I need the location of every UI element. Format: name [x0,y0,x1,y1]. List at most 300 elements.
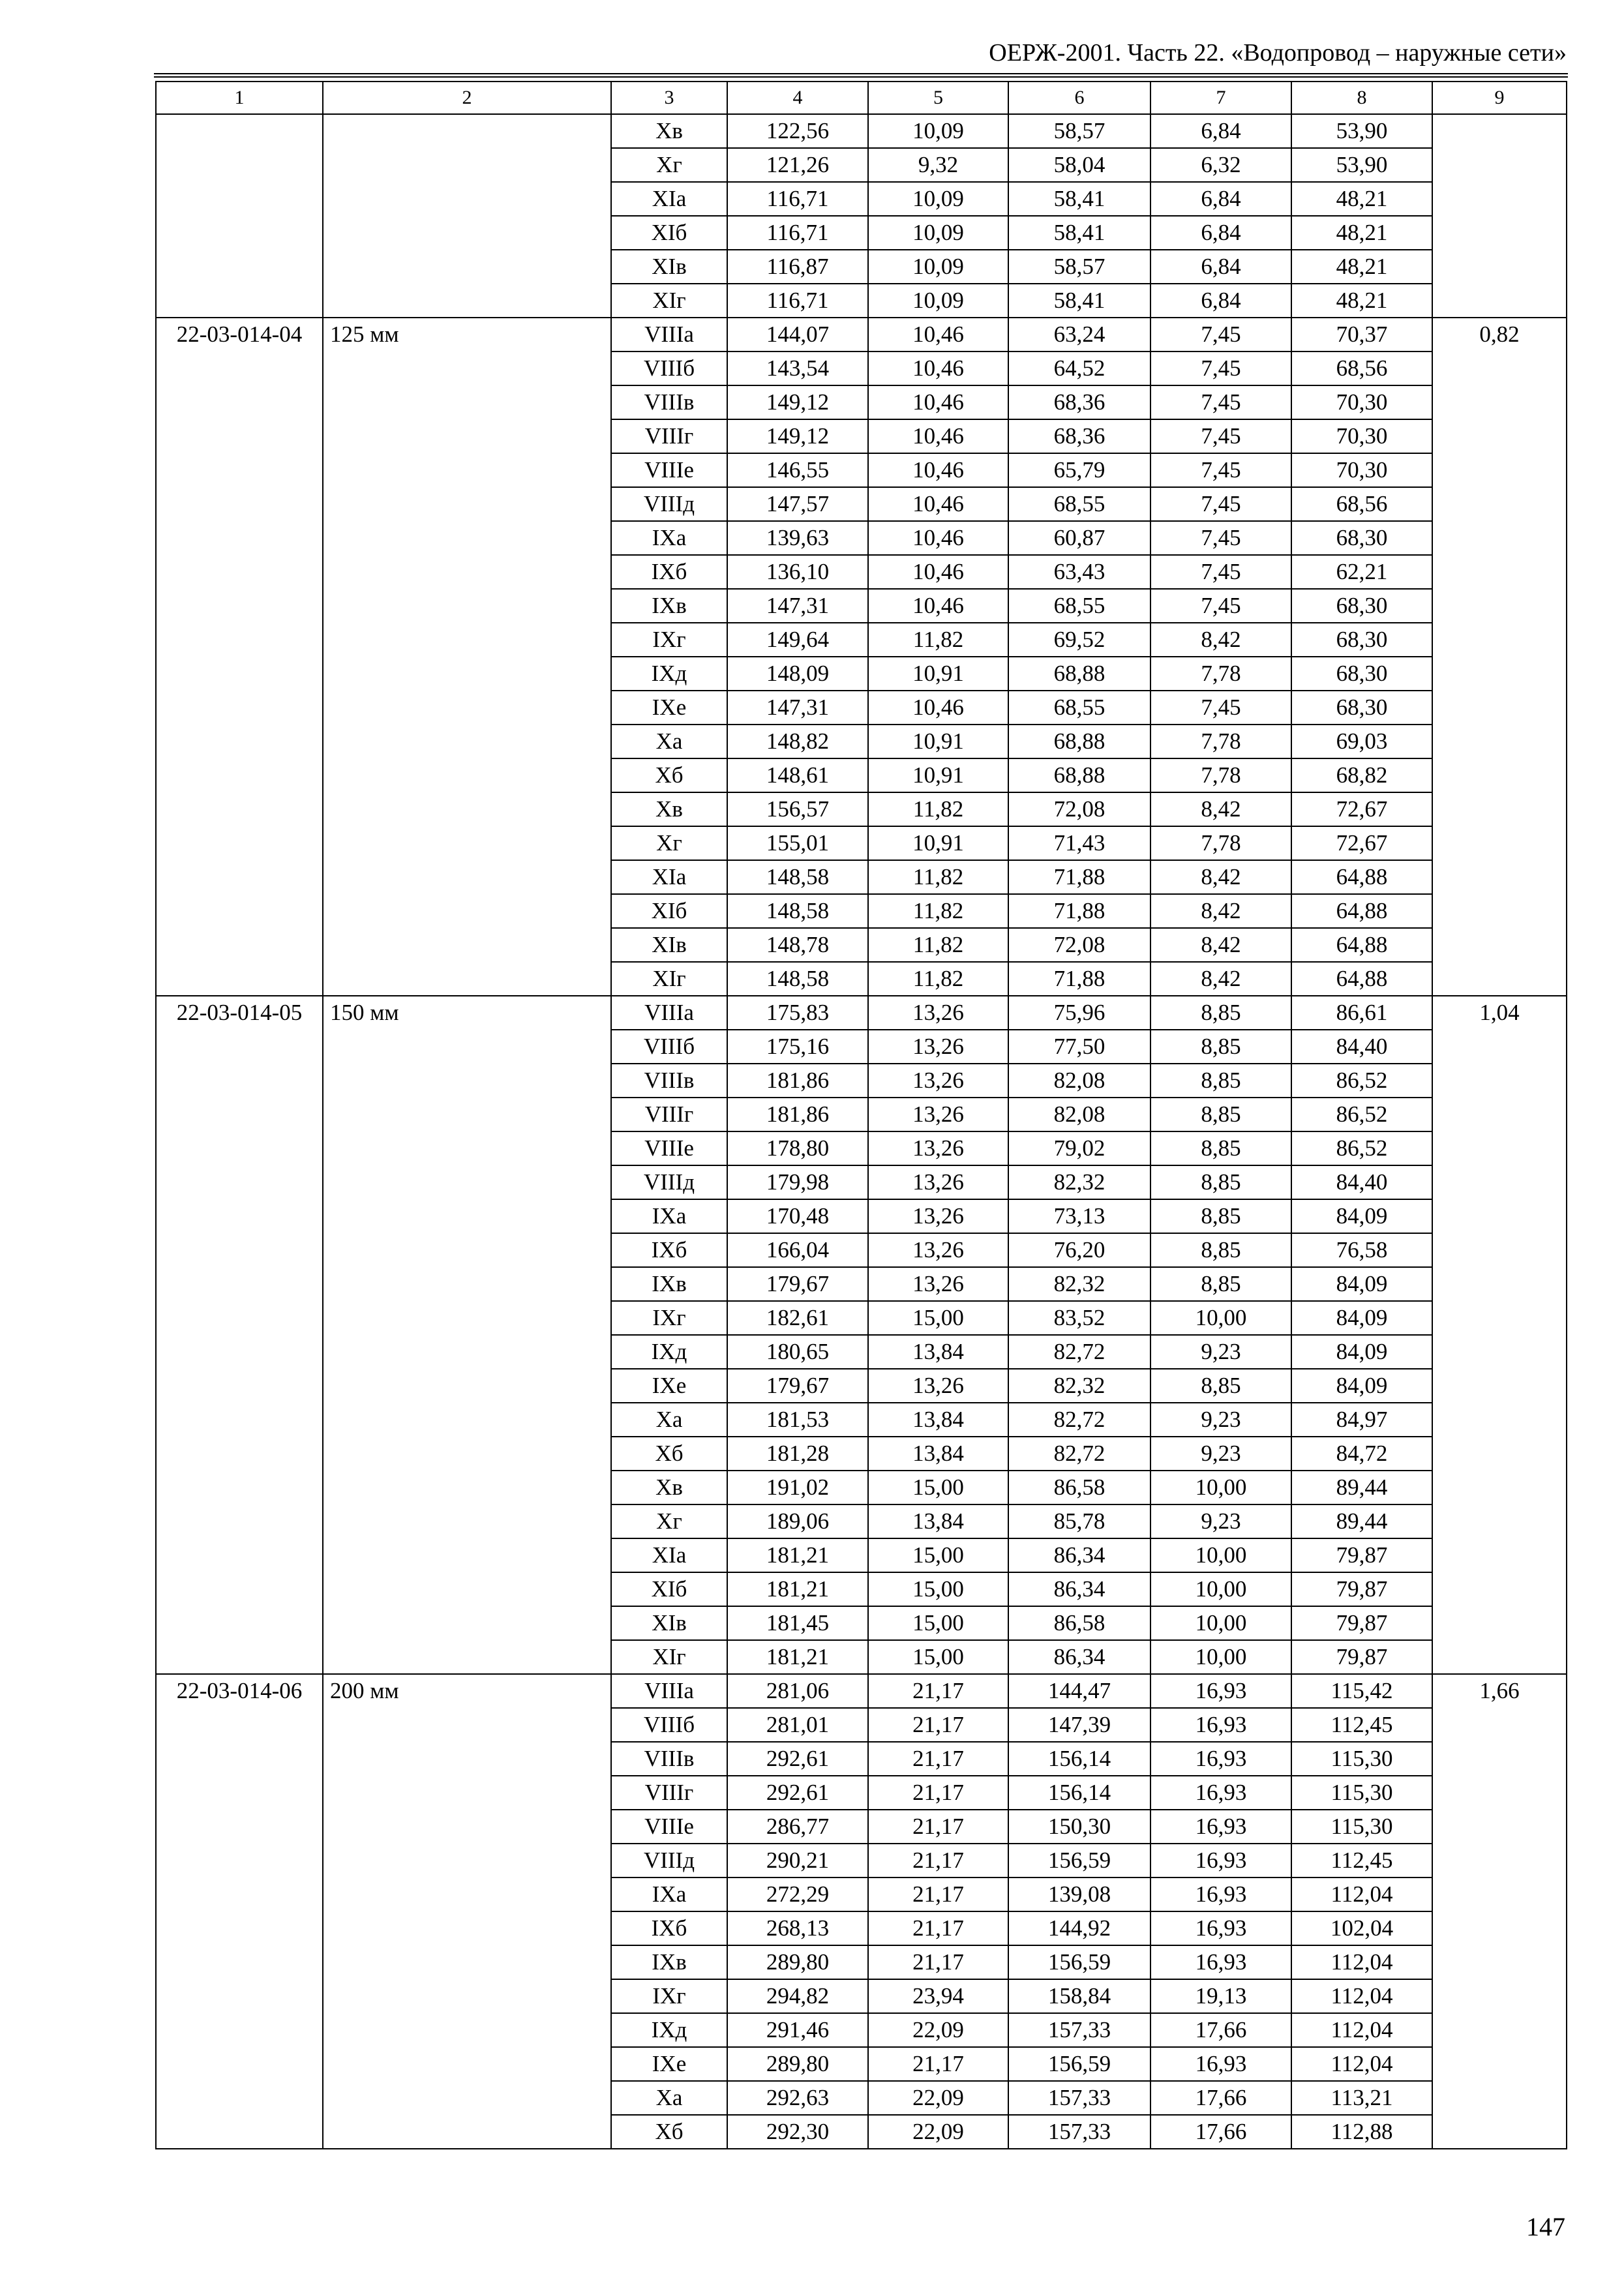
zone-cell: Хг [611,148,727,182]
materials-cell: 84,09 [1291,1335,1432,1369]
zone-cell: VIIIд [611,1844,727,1878]
machines-cell: 68,88 [1008,758,1150,792]
wages-cell: 10,09 [868,250,1008,284]
materials-cell: 68,56 [1291,352,1432,385]
wages-cell: 15,00 [868,1538,1008,1572]
zone-cell: IХд [611,2013,727,2047]
machines-cell: 86,34 [1008,1640,1150,1674]
machinist-wages-cell: 6,84 [1150,284,1291,318]
total-cost-cell: 179,67 [727,1267,868,1301]
materials-cell: 84,40 [1291,1030,1432,1064]
machines-cell: 68,88 [1008,657,1150,691]
zone-cell: VIIIг [611,1776,727,1810]
materials-cell: 86,52 [1291,1064,1432,1098]
machinist-wages-cell: 8,42 [1150,894,1291,928]
pipe-diameter: 125 мм [323,318,611,996]
machinist-wages-cell: 7,78 [1150,725,1291,758]
machinist-wages-cell: 16,93 [1150,1742,1291,1776]
table-body [156,114,1567,2149]
zone-cell: VIIIв [611,385,727,419]
zone-cell: IХе [611,691,727,725]
total-cost-cell: 139,63 [727,521,868,555]
total-cost-cell: 148,58 [727,962,868,996]
machines-cell: 58,41 [1008,216,1150,250]
machinist-wages-cell: 16,93 [1150,1878,1291,1911]
zone-cell: Хв [611,792,727,826]
wages-cell: 13,26 [868,1199,1008,1233]
materials-cell: 112,04 [1291,1979,1432,2013]
zone-cell: IХе [611,1369,727,1403]
materials-cell: 102,04 [1291,1911,1432,1945]
total-cost-cell: 181,45 [727,1606,868,1640]
machinist-wages-cell: 16,93 [1150,1776,1291,1810]
machines-cell: 58,41 [1008,284,1150,318]
wages-cell: 21,17 [868,2047,1008,2081]
materials-cell: 84,09 [1291,1301,1432,1335]
zone-cell: Ха [611,2081,727,2115]
column-header: 9 [1432,82,1567,114]
machines-cell: 144,47 [1008,1674,1150,1708]
machinist-wages-cell: 10,00 [1150,1538,1291,1572]
machines-cell: 157,33 [1008,2081,1150,2115]
machines-cell: 68,55 [1008,589,1150,623]
materials-cell: 112,45 [1291,1844,1432,1878]
total-cost-cell: 116,71 [727,216,868,250]
machinist-wages-cell: 7,45 [1150,691,1291,725]
machines-cell: 86,34 [1008,1538,1150,1572]
machines-cell: 58,04 [1008,148,1150,182]
wages-cell: 10,46 [868,555,1008,589]
wages-cell: 11,82 [868,623,1008,657]
total-cost-cell: 147,31 [727,691,868,725]
machinist-wages-cell: 9,23 [1150,1437,1291,1471]
zone-cell: Хг [611,1504,727,1538]
zone-cell: Хб [611,758,727,792]
total-cost-cell: 179,67 [727,1369,868,1403]
materials-cell: 76,58 [1291,1233,1432,1267]
total-cost-cell: 122,56 [727,114,868,148]
wages-cell: 21,17 [868,1945,1008,1979]
materials-cell: 69,03 [1291,725,1432,758]
machinist-wages-cell: 8,42 [1150,792,1291,826]
machinist-wages-cell: 10,00 [1150,1301,1291,1335]
materials-cell: 79,87 [1291,1572,1432,1606]
machinist-wages-cell: 16,93 [1150,1810,1291,1844]
wages-cell: 10,46 [868,487,1008,521]
total-cost-cell: 148,61 [727,758,868,792]
zone-cell: VIIIд [611,487,727,521]
materials-cell: 48,21 [1291,284,1432,318]
materials-cell: 62,21 [1291,555,1432,589]
machinist-wages-cell: 8,42 [1150,623,1291,657]
rate-code: 22-03-014-06 [156,1674,323,2149]
machinist-wages-cell: 8,42 [1150,962,1291,996]
machines-cell: 71,43 [1008,826,1150,860]
zone-cell: ХIг [611,962,727,996]
total-cost-cell: 148,82 [727,725,868,758]
total-cost-cell: 121,26 [727,148,868,182]
wages-cell: 10,46 [868,453,1008,487]
machinist-wages-cell: 16,93 [1150,1674,1291,1708]
zone-cell: VIIIг [611,1098,727,1131]
zone-cell: IХа [611,1878,727,1911]
materials-cell: 48,21 [1291,182,1432,216]
zone-cell: IХв [611,1267,727,1301]
total-cost-cell: 191,02 [727,1471,868,1504]
machines-cell: 60,87 [1008,521,1150,555]
zone-cell: VIIIа [611,1674,727,1708]
machines-cell: 82,32 [1008,1369,1150,1403]
machines-cell: 58,41 [1008,182,1150,216]
wages-cell: 11,82 [868,928,1008,962]
machines-cell: 77,50 [1008,1030,1150,1064]
machinist-wages-cell: 7,45 [1150,453,1291,487]
total-cost-cell: 170,48 [727,1199,868,1233]
materials-cell: 112,04 [1291,1878,1432,1911]
materials-cell: 89,44 [1291,1471,1432,1504]
zone-cell: VIIIг [611,419,727,453]
materials-cell: 53,90 [1291,114,1432,148]
machinist-wages-cell: 7,45 [1150,589,1291,623]
materials-cell: 115,30 [1291,1776,1432,1810]
total-cost-cell: 148,09 [727,657,868,691]
zone-cell: IХд [611,657,727,691]
machinist-wages-cell: 6,84 [1150,250,1291,284]
zone-cell: VIIIе [611,1810,727,1844]
wages-cell: 10,46 [868,521,1008,555]
wages-cell: 21,17 [868,1878,1008,1911]
wages-cell: 13,26 [868,1165,1008,1199]
zone-cell: IХб [611,1233,727,1267]
zone-cell: Хв [611,1471,727,1504]
materials-cell: 84,97 [1291,1403,1432,1437]
zone-cell: VIIIб [611,1030,727,1064]
pipe-diameter [323,114,611,318]
total-cost-cell: 148,58 [727,860,868,894]
materials-cell: 115,42 [1291,1674,1432,1708]
wages-cell: 10,91 [868,758,1008,792]
zone-cell: VIIIд [611,1165,727,1199]
machines-cell: 58,57 [1008,250,1150,284]
machines-cell: 68,55 [1008,487,1150,521]
wages-cell: 10,09 [868,182,1008,216]
total-cost-cell: 146,55 [727,453,868,487]
total-cost-cell: 156,57 [727,792,868,826]
total-cost-cell: 181,21 [727,1572,868,1606]
zone-cell: VIIIа [611,318,727,352]
machines-cell: 156,14 [1008,1742,1150,1776]
zone-cell: ХIб [611,894,727,928]
column-header: 3 [611,82,727,114]
zone-cell: IХг [611,1979,727,2013]
total-cost-cell: 148,78 [727,928,868,962]
machines-cell: 156,59 [1008,1844,1150,1878]
machines-cell: 72,08 [1008,928,1150,962]
machines-cell: 75,96 [1008,996,1150,1030]
column-header: 4 [727,82,868,114]
machines-cell: 71,88 [1008,860,1150,894]
total-cost-cell: 181,21 [727,1538,868,1572]
total-cost-cell: 292,61 [727,1776,868,1810]
column-header: 6 [1008,82,1150,114]
machinist-wages-cell: 9,23 [1150,1335,1291,1369]
labor-cost-cell [1432,114,1567,318]
machines-cell: 82,08 [1008,1098,1150,1131]
materials-cell: 68,82 [1291,758,1432,792]
machines-cell: 68,36 [1008,385,1150,419]
materials-cell: 86,61 [1291,996,1432,1030]
total-cost-cell: 272,29 [727,1878,868,1911]
total-cost-cell: 289,80 [727,1945,868,1979]
machines-cell: 82,32 [1008,1165,1150,1199]
total-cost-cell: 148,58 [727,894,868,928]
machinist-wages-cell: 7,78 [1150,826,1291,860]
machinist-wages-cell: 6,32 [1150,148,1291,182]
wages-cell: 11,82 [868,894,1008,928]
materials-cell: 48,21 [1291,216,1432,250]
machines-cell: 156,59 [1008,1945,1150,1979]
machines-cell: 82,72 [1008,1403,1150,1437]
wages-cell: 21,17 [868,1742,1008,1776]
materials-cell: 112,04 [1291,2013,1432,2047]
materials-cell: 70,30 [1291,385,1432,419]
machinist-wages-cell: 10,00 [1150,1606,1291,1640]
wages-cell: 21,17 [868,1844,1008,1878]
zone-cell: Хг [611,826,727,860]
zone-cell: ХIг [611,284,727,318]
zone-cell: Хв [611,114,727,148]
machinist-wages-cell: 8,85 [1150,1369,1291,1403]
materials-cell: 115,30 [1291,1742,1432,1776]
wages-cell: 22,09 [868,2013,1008,2047]
machines-cell: 82,32 [1008,1267,1150,1301]
materials-cell: 72,67 [1291,792,1432,826]
zone-cell: Хб [611,2115,727,2149]
machines-cell: 82,72 [1008,1437,1150,1471]
machines-cell: 71,88 [1008,962,1150,996]
machinist-wages-cell: 7,78 [1150,758,1291,792]
machines-cell: 85,78 [1008,1504,1150,1538]
machinist-wages-cell: 6,84 [1150,182,1291,216]
materials-cell: 86,52 [1291,1098,1432,1131]
wages-cell: 13,84 [868,1437,1008,1471]
wages-cell: 22,09 [868,2081,1008,2115]
zone-cell: ХIв [611,1606,727,1640]
zone-cell: IХа [611,521,727,555]
wages-cell: 21,17 [868,1674,1008,1708]
labor-cost-cell: 1,66 [1432,1674,1567,2149]
total-cost-cell: 181,86 [727,1098,868,1131]
materials-cell: 113,21 [1291,2081,1432,2115]
machines-cell: 86,58 [1008,1471,1150,1504]
column-header: 2 [323,82,611,114]
machines-cell: 158,84 [1008,1979,1150,2013]
machinist-wages-cell: 16,93 [1150,2047,1291,2081]
wages-cell: 10,91 [868,657,1008,691]
machines-cell: 157,33 [1008,2115,1150,2149]
machinist-wages-cell: 6,84 [1150,216,1291,250]
column-number-row [156,82,1567,114]
total-cost-cell: 149,64 [727,623,868,657]
wages-cell: 10,46 [868,589,1008,623]
machines-cell: 72,08 [1008,792,1150,826]
materials-cell: 84,40 [1291,1165,1432,1199]
price-table [155,81,1567,2149]
machinist-wages-cell: 8,85 [1150,1267,1291,1301]
materials-cell: 84,09 [1291,1369,1432,1403]
rate-code [156,114,323,318]
machines-cell: 64,52 [1008,352,1150,385]
materials-cell: 68,30 [1291,623,1432,657]
machinist-wages-cell: 7,45 [1150,385,1291,419]
machines-cell: 71,88 [1008,894,1150,928]
machinist-wages-cell: 7,45 [1150,419,1291,453]
materials-cell: 112,88 [1291,2115,1432,2149]
labor-cost-cell: 1,04 [1432,996,1567,1674]
machinist-wages-cell: 16,93 [1150,1911,1291,1945]
total-cost-cell: 181,53 [727,1403,868,1437]
materials-cell: 112,04 [1291,1945,1432,1979]
machinist-wages-cell: 17,66 [1150,2081,1291,2115]
wages-cell: 22,09 [868,2115,1008,2149]
table-row [156,114,1567,148]
machinist-wages-cell: 7,45 [1150,318,1291,352]
wages-cell: 13,84 [868,1504,1008,1538]
total-cost-cell: 116,71 [727,284,868,318]
wages-cell: 13,84 [868,1335,1008,1369]
machines-cell: 86,34 [1008,1572,1150,1606]
machinist-wages-cell: 8,42 [1150,928,1291,962]
wages-cell: 13,26 [868,1030,1008,1064]
machines-cell: 65,79 [1008,453,1150,487]
machines-cell: 63,24 [1008,318,1150,352]
machinist-wages-cell: 16,93 [1150,1844,1291,1878]
machines-cell: 86,58 [1008,1606,1150,1640]
machines-cell: 82,08 [1008,1064,1150,1098]
materials-cell: 79,87 [1291,1606,1432,1640]
total-cost-cell: 144,07 [727,318,868,352]
machinist-wages-cell: 17,66 [1150,2115,1291,2149]
wages-cell: 13,26 [868,1098,1008,1131]
machines-cell: 76,20 [1008,1233,1150,1267]
machinist-wages-cell: 10,00 [1150,1471,1291,1504]
total-cost-cell: 155,01 [727,826,868,860]
zone-cell: ХIв [611,928,727,962]
wages-cell: 11,82 [868,962,1008,996]
wages-cell: 21,17 [868,1810,1008,1844]
total-cost-cell: 136,10 [727,555,868,589]
machinist-wages-cell: 9,23 [1150,1504,1291,1538]
column-header: 1 [156,82,323,114]
machines-cell: 68,55 [1008,691,1150,725]
zone-cell: IХб [611,555,727,589]
machines-cell: 139,08 [1008,1878,1150,1911]
wages-cell: 15,00 [868,1301,1008,1335]
materials-cell: 72,67 [1291,826,1432,860]
machinist-wages-cell: 8,85 [1150,996,1291,1030]
wages-cell: 15,00 [868,1572,1008,1606]
machinist-wages-cell: 8,85 [1150,1233,1291,1267]
total-cost-cell: 286,77 [727,1810,868,1844]
total-cost-cell: 292,30 [727,2115,868,2149]
zone-cell: IХб [611,1911,727,1945]
materials-cell: 64,88 [1291,860,1432,894]
materials-cell: 86,52 [1291,1131,1432,1165]
total-cost-cell: 175,16 [727,1030,868,1064]
zone-cell: ХIа [611,1538,727,1572]
machines-cell: 63,43 [1008,555,1150,589]
total-cost-cell: 181,21 [727,1640,868,1674]
wages-cell: 13,26 [868,996,1008,1030]
machines-cell: 82,72 [1008,1335,1150,1369]
zone-cell: IХг [611,623,727,657]
wages-cell: 10,46 [868,385,1008,419]
total-cost-cell: 166,04 [727,1233,868,1267]
machinist-wages-cell: 10,00 [1150,1640,1291,1674]
zone-cell: IХв [611,589,727,623]
pipe-diameter: 200 мм [323,1674,611,2149]
machinist-wages-cell: 7,78 [1150,657,1291,691]
zone-cell: IХг [611,1301,727,1335]
materials-cell: 68,30 [1291,589,1432,623]
column-header: 8 [1291,82,1432,114]
wages-cell: 11,82 [868,792,1008,826]
materials-cell: 79,87 [1291,1538,1432,1572]
materials-cell: 64,88 [1291,894,1432,928]
wages-cell: 13,26 [868,1267,1008,1301]
total-cost-cell: 290,21 [727,1844,868,1878]
zone-cell: VIIIе [611,453,727,487]
materials-cell: 53,90 [1291,148,1432,182]
materials-cell: 84,09 [1291,1199,1432,1233]
total-cost-cell: 281,01 [727,1708,868,1742]
machinist-wages-cell: 16,93 [1150,1708,1291,1742]
machines-cell: 79,02 [1008,1131,1150,1165]
total-cost-cell: 116,87 [727,250,868,284]
zone-cell: Хб [611,1437,727,1471]
column-header: 7 [1150,82,1291,114]
wages-cell: 10,46 [868,691,1008,725]
labor-cost-cell: 0,82 [1432,318,1567,996]
wages-cell: 13,26 [868,1064,1008,1098]
machines-cell: 156,59 [1008,2047,1150,2081]
materials-cell: 64,88 [1291,928,1432,962]
header-rule [154,73,1568,78]
zone-cell: VIIIа [611,996,727,1030]
zone-cell: Ха [611,725,727,758]
machinist-wages-cell: 7,45 [1150,521,1291,555]
materials-cell: 70,37 [1291,318,1432,352]
machines-cell: 144,92 [1008,1911,1150,1945]
rate-code: 22-03-014-04 [156,318,323,996]
wages-cell: 10,09 [868,216,1008,250]
total-cost-cell: 281,06 [727,1674,868,1708]
total-cost-cell: 181,28 [727,1437,868,1471]
wages-cell: 21,17 [868,1911,1008,1945]
materials-cell: 112,04 [1291,2047,1432,2081]
materials-cell: 79,87 [1291,1640,1432,1674]
wages-cell: 15,00 [868,1606,1008,1640]
wages-cell: 21,17 [868,1708,1008,1742]
zone-cell: IХа [611,1199,727,1233]
wages-cell: 10,91 [868,725,1008,758]
machines-cell: 83,52 [1008,1301,1150,1335]
machines-cell: 157,33 [1008,2013,1150,2047]
machines-cell: 68,36 [1008,419,1150,453]
materials-cell: 115,30 [1291,1810,1432,1844]
machinist-wages-cell: 7,45 [1150,555,1291,589]
page-number: 147 [1526,2212,1565,2241]
